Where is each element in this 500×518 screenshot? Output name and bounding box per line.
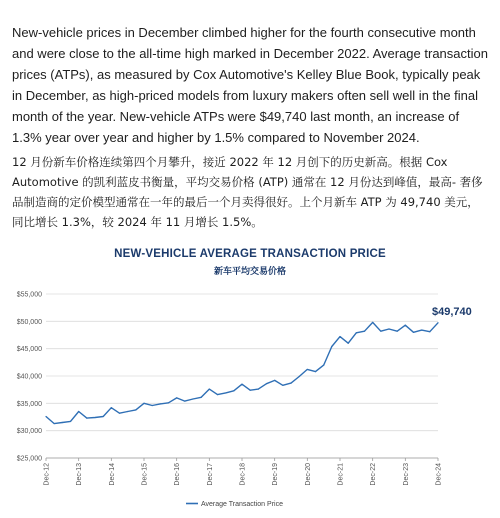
data-point bbox=[307, 369, 308, 370]
atp-chart bbox=[0, 240, 500, 518]
y-tick-label: $35,000 bbox=[16, 400, 42, 408]
x-tick-label: Dec-14 bbox=[108, 463, 116, 486]
data-point bbox=[372, 322, 373, 323]
article-paragraph-chinese: 12 月份新车价格连续第四个月攀升，接近 2022 年 12 月创下的历史新高。根据 Cox Automotive 的凯利蓝皮书衡量，平均交易价格 (ATP) 通常在 12 月份达到峰值，最高- 奢侈品制造商的定价模型通常在一年的最后一个月卖得很好。上个月新车 ATP 为 49,740 美元，同比增长 1.3%，较 2024 年 11 月增长 1.5%。 bbox=[12, 155, 483, 229]
x-tick-label: Dec-17 bbox=[206, 463, 214, 486]
data-point bbox=[86, 417, 87, 418]
data-point bbox=[78, 411, 79, 412]
data-point bbox=[315, 371, 316, 372]
data-point bbox=[225, 392, 226, 393]
data-point bbox=[152, 405, 153, 406]
data-point bbox=[250, 390, 251, 391]
data-point bbox=[348, 343, 349, 344]
data-point bbox=[192, 398, 193, 399]
y-tick-label: $40,000 bbox=[16, 373, 42, 381]
data-point bbox=[429, 331, 430, 332]
y-tick-label: $55,000 bbox=[16, 291, 42, 299]
data-point bbox=[339, 336, 340, 337]
data-point bbox=[380, 331, 381, 332]
series-line-average-transaction-price bbox=[46, 322, 438, 423]
chart-title: NEW-VEHICLE AVERAGE TRANSACTION PRICE bbox=[114, 248, 386, 260]
data-point bbox=[168, 402, 169, 403]
x-tick-label: Dec-18 bbox=[239, 463, 247, 486]
data-point bbox=[94, 417, 95, 418]
x-tick-label: Dec-12 bbox=[43, 463, 51, 486]
x-tick-label: Dec-21 bbox=[337, 463, 345, 486]
x-tick-label: Dec-15 bbox=[141, 463, 149, 486]
data-point bbox=[201, 397, 202, 398]
x-tick-label: Dec-22 bbox=[370, 463, 378, 486]
data-point bbox=[388, 328, 389, 329]
x-tick-label: Dec-19 bbox=[272, 463, 280, 486]
data-point bbox=[290, 383, 291, 384]
data-point bbox=[413, 332, 414, 333]
data-point bbox=[143, 403, 144, 404]
data-point bbox=[299, 376, 300, 377]
data-point bbox=[356, 332, 357, 333]
y-tick-label: $25,000 bbox=[16, 455, 42, 463]
legend-label: Average Transaction Price bbox=[201, 501, 283, 508]
data-point bbox=[70, 421, 71, 422]
line-chart-svg bbox=[0, 240, 500, 518]
end-value-label: $49,740 bbox=[432, 305, 472, 318]
data-point bbox=[176, 397, 177, 398]
data-point bbox=[437, 322, 438, 323]
data-point bbox=[323, 364, 324, 365]
data-point bbox=[119, 413, 120, 414]
data-point bbox=[421, 329, 422, 330]
data-point bbox=[266, 383, 267, 384]
data-point bbox=[135, 409, 136, 410]
data-point bbox=[62, 422, 63, 423]
data-point bbox=[54, 423, 55, 424]
data-point bbox=[184, 401, 185, 402]
data-point bbox=[127, 411, 128, 412]
data-point bbox=[405, 325, 406, 326]
article-paragraph-english: New-vehicle prices in December climbed higher for the fourth consecutive month and were close to the all-time high marked in December 2022. Average transaction prices (ATPs), as measured by Cox Automotive's Kelley Blue Book, typically peak in December, as high-priced models from luxury makers often sell well in the final month of the year. New-vehicle ATPs were $49,740 last month, an increase of 1.3% year over year and higher by 1.5% compared to November 2024. bbox=[12, 25, 488, 145]
data-point bbox=[209, 389, 210, 390]
x-tick-label: Dec-24 bbox=[435, 463, 443, 486]
data-point bbox=[233, 390, 234, 391]
data-point bbox=[160, 403, 161, 404]
data-point bbox=[331, 346, 332, 347]
x-tick-label: Dec-23 bbox=[402, 463, 410, 486]
x-tick-label: Dec-16 bbox=[174, 463, 182, 486]
data-point bbox=[45, 416, 46, 417]
data-point bbox=[397, 331, 398, 332]
data-point bbox=[217, 394, 218, 395]
data-point bbox=[111, 407, 112, 408]
x-tick-label: Dec-20 bbox=[304, 463, 312, 486]
y-tick-label: $45,000 bbox=[16, 346, 42, 354]
x-tick-label: Dec-13 bbox=[76, 463, 84, 486]
data-point bbox=[364, 331, 365, 332]
data-point bbox=[103, 416, 104, 417]
y-tick-label: $50,000 bbox=[16, 318, 42, 326]
data-point bbox=[241, 384, 242, 385]
data-point bbox=[258, 389, 259, 390]
chart-subtitle: 新车平均交易价格 bbox=[213, 267, 286, 277]
data-point bbox=[274, 380, 275, 381]
y-tick-label: $30,000 bbox=[16, 428, 42, 436]
data-point bbox=[282, 385, 283, 386]
